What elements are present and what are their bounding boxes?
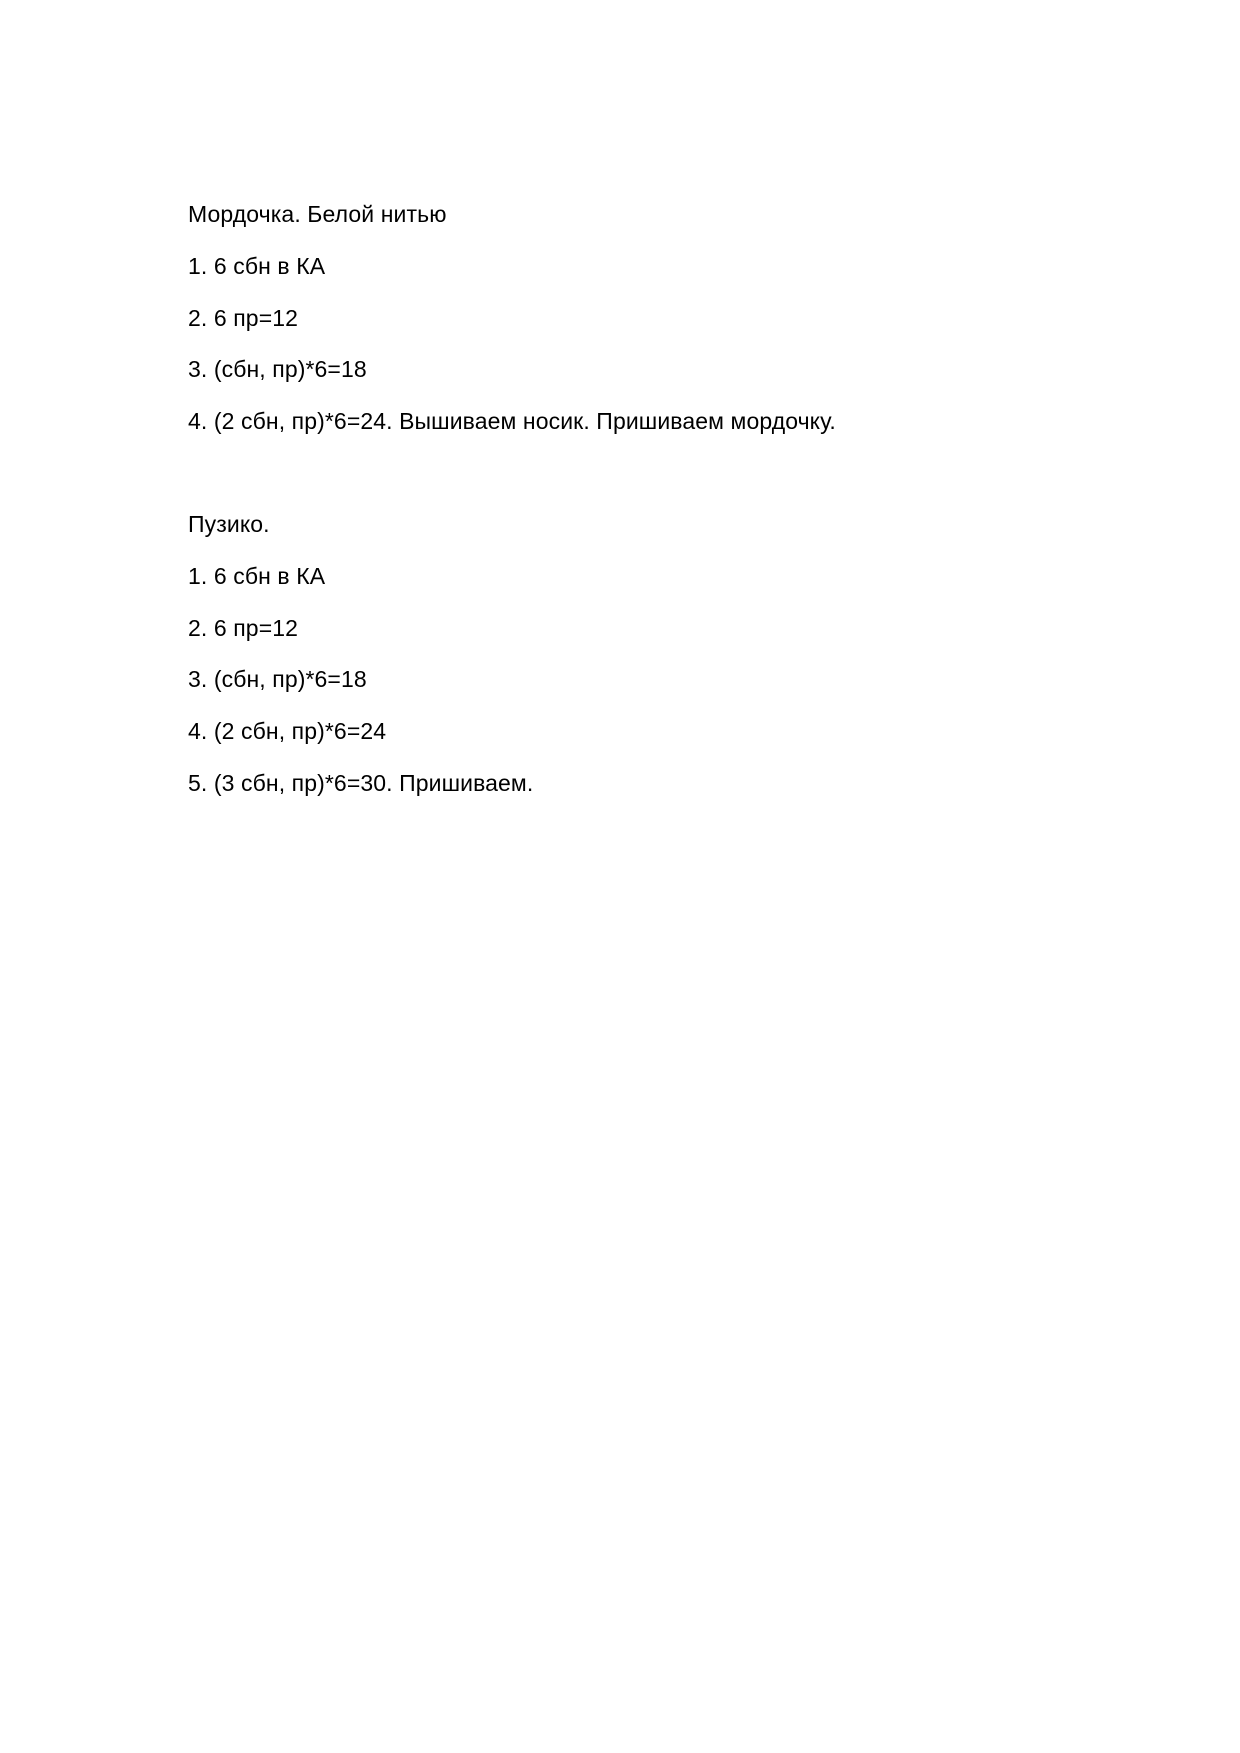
instruction-row: 3. (сбн, пр)*6=18 (188, 666, 367, 692)
instruction-row: 1. 6 сбн в КА (188, 253, 326, 279)
section-heading: Мордочка. Белой нитью (188, 201, 447, 227)
instruction-row: 2. 6 пр=12 (188, 615, 299, 641)
instruction-row: 4. (2 сбн, пр)*6=24. Вышиваем носик. Пришиваем мордочку. (188, 408, 836, 434)
instruction-row: 5. (3 сбн, пр)*6=30. Пришиваем. (188, 770, 534, 796)
instruction-row: 3. (сбн, пр)*6=18 (188, 356, 367, 382)
instruction-row: 1. 6 сбн в КА (188, 563, 326, 589)
instruction-row: 4. (2 сбн, пр)*6=24 (188, 718, 387, 744)
instruction-row: 2. 6 пр=12 (188, 305, 299, 331)
section-heading: Пузико. (188, 511, 270, 537)
